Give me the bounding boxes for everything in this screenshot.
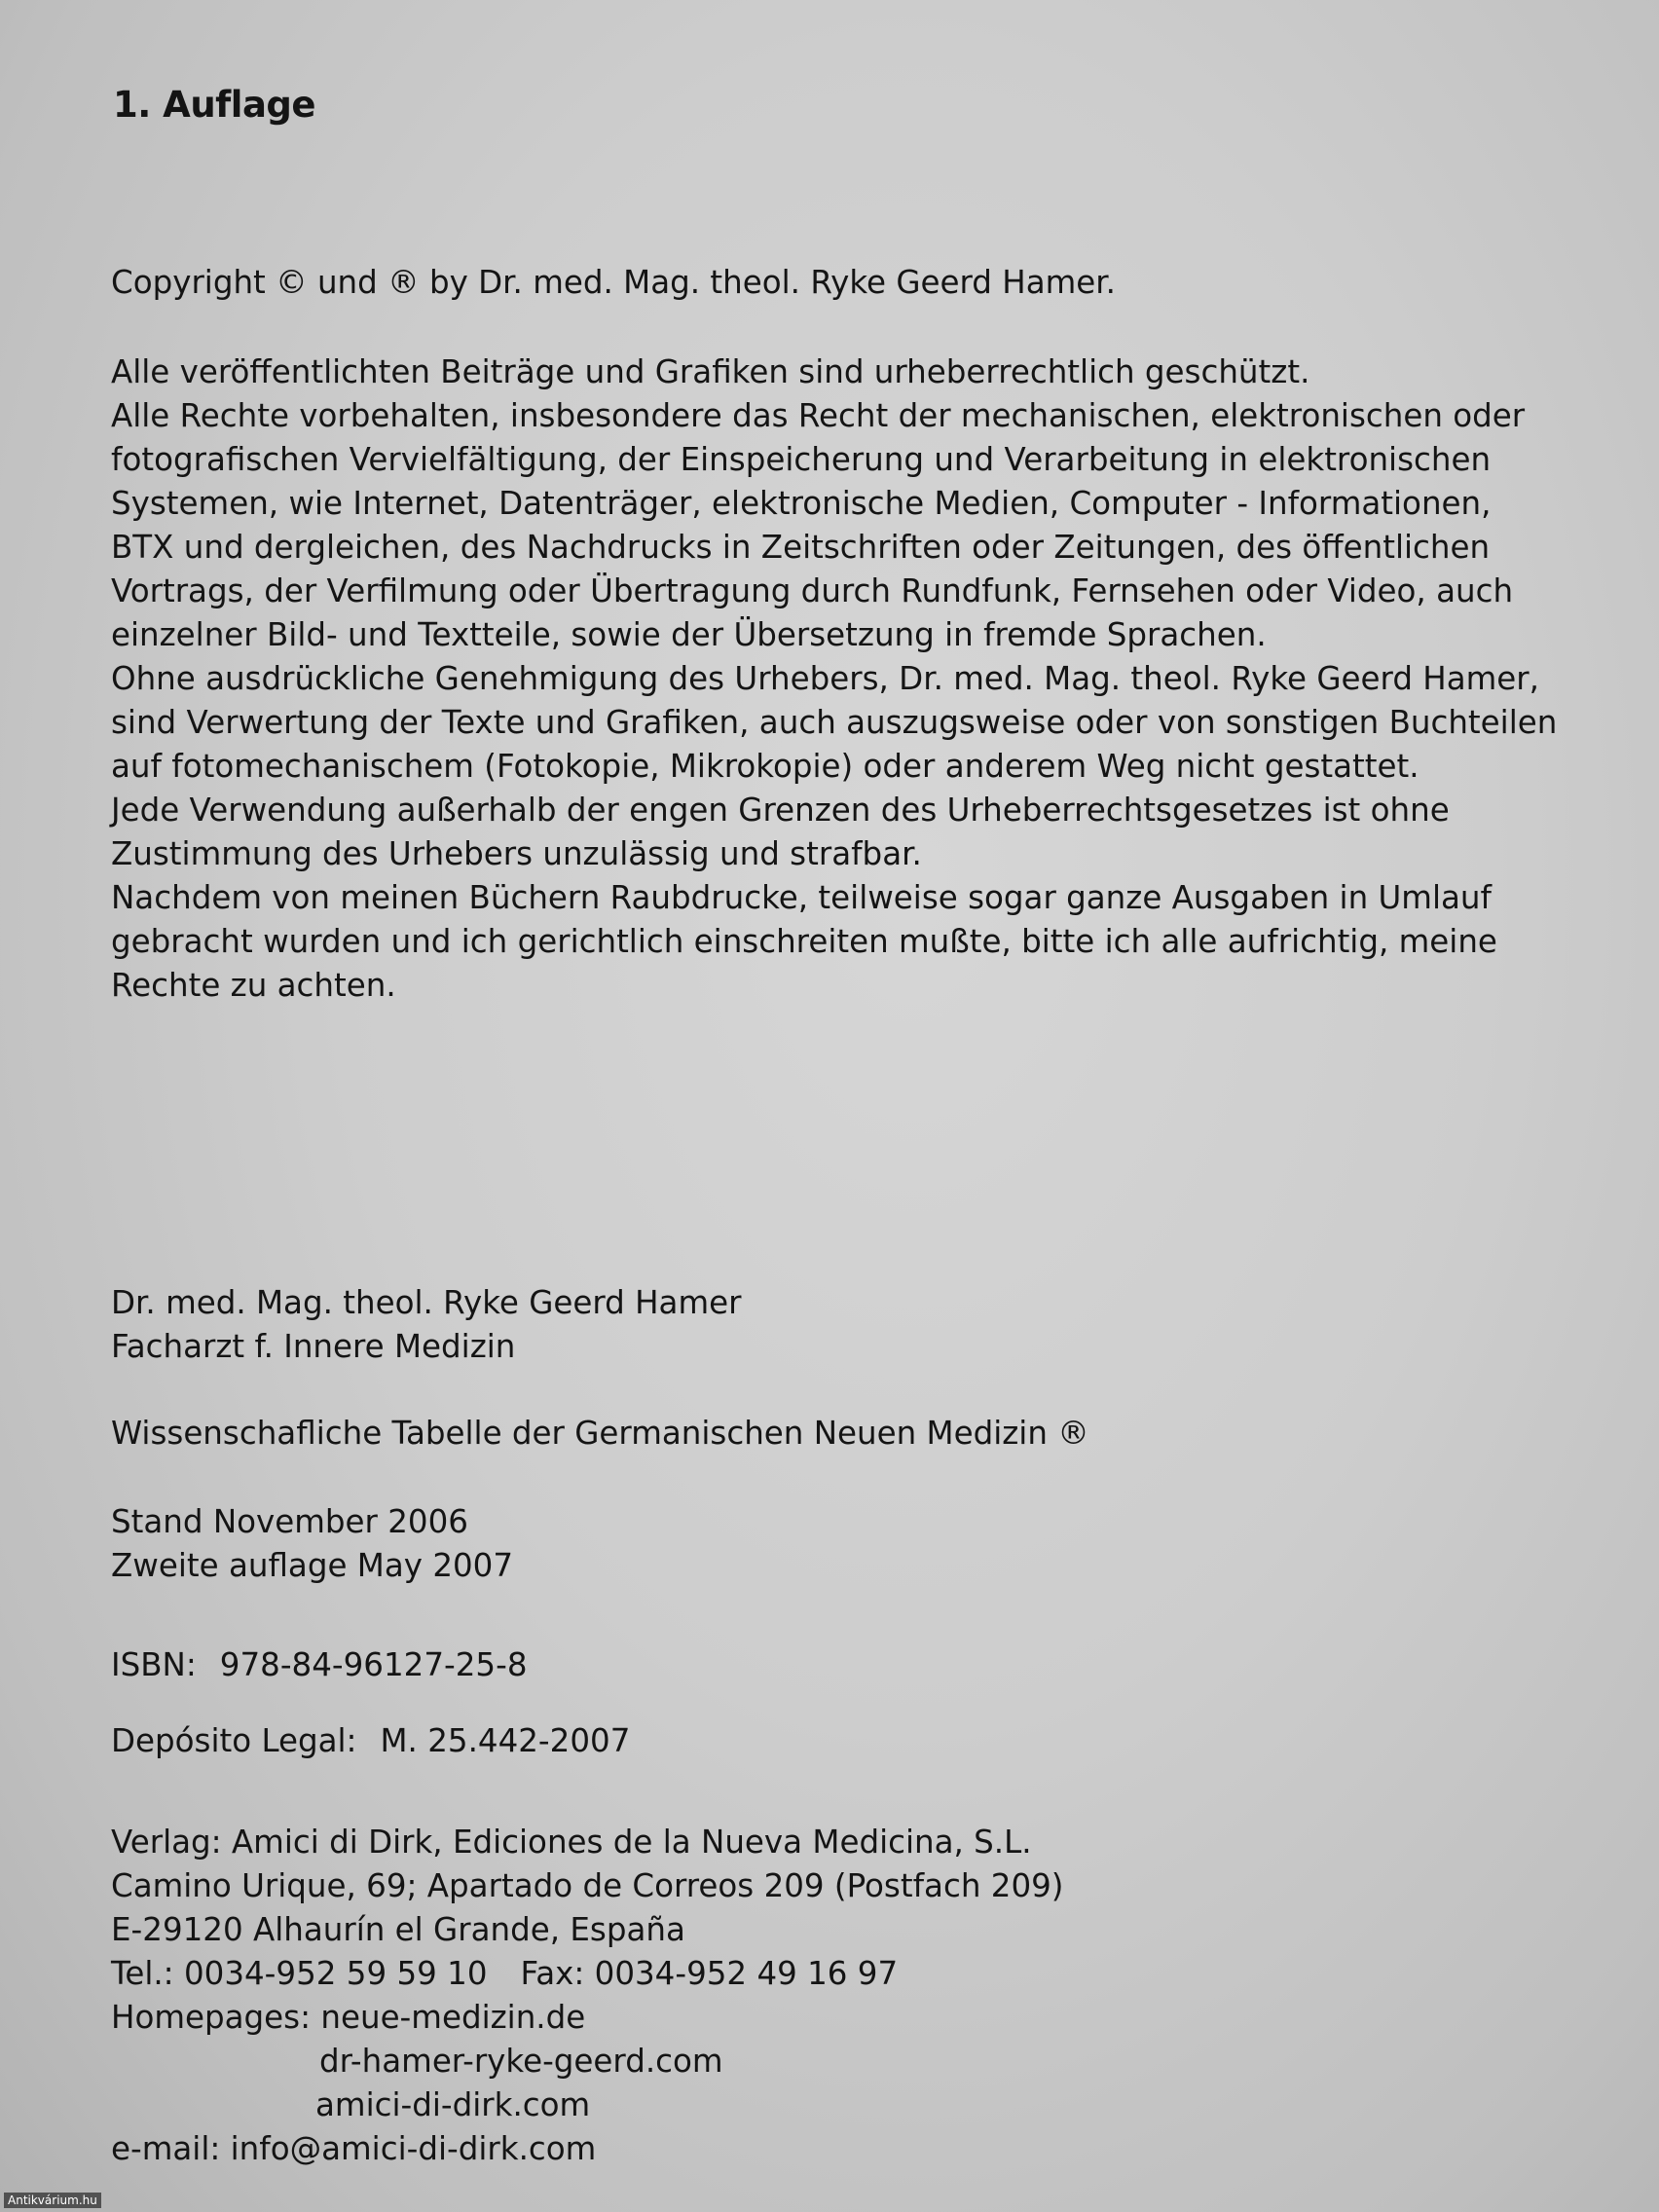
legal-line: Vortrags, der Verfilmung oder Übertragung durch Rundfunk, Fernsehen oder Video, auch [111,572,1514,609]
isbn-value: 978-84-96127-25-8 [219,1646,528,1683]
legal-line: Zustimmung des Urhebers unzulässig und strafbar. [111,835,922,872]
homepages-line [111,1996,1063,2040]
email-line [111,2127,1063,2171]
edition-block [111,1500,513,1588]
legal-line: gebracht wurden und ich gerichtlich einschreiten mußte, bitte ich alle aufrichtig, meine [111,923,1497,960]
watermark: Antikvárium.hu [4,2193,101,2208]
copyright-line: Copyright © und ® by Dr. med. Mag. theol. Ryke Geerd Hamer. [111,264,1116,301]
deposito-value: M. 25.442-2007 [380,1722,631,1759]
author-title: Facharzt f. Innere Medizin [111,1328,516,1365]
deposito-line [111,1719,630,1763]
legal-line: auf fotomechanischem (Fotokopie, Mikrokopie) oder anderem Weg nicht gestattet. [111,748,1419,785]
legal-line: BTX und dergleichen, des Nachdrucks in Zeitschriften oder Zeitungen, des öffentlichen [111,529,1491,566]
edition-stand: Stand November 2006 [111,1503,468,1540]
publisher-block [111,1821,1063,2171]
legal-line: sind Verwertung der Texte und Grafiken, auch auszugsweise oder von sonstigen Buchteilen [111,704,1558,741]
work-title: Wissenschafliche Tabelle der Germanischen Neuen Medizin ® [111,1415,1089,1452]
publisher-city: E-29120 Alhaurín el Grande, España [111,1911,685,1948]
edition-heading: 1. Auflage [113,84,315,126]
legal-line: fotografischen Vervielfältigung, der Einspeicherung und Verarbeitung in elektronischen [111,441,1492,478]
isbn-line [111,1643,528,1687]
legal-notice [111,350,1557,1008]
author-name: Dr. med. Mag. theol. Ryke Geerd Hamer [111,1284,742,1321]
legal-line: Jede Verwendung außerhalb der engen Grenzen des Urheberrechtsgesetzes ist ohne [111,792,1450,829]
legal-line: Rechte zu achten. [111,967,396,1004]
legal-line: Ohne ausdrückliche Genehmigung des Urhebers, Dr. med. Mag. theol. Ryke Geerd Hamer, [111,660,1539,697]
publisher-fax: Fax: 0034-952 49 16 97 [520,1955,899,1992]
publisher-address: Camino Urique, 69; Apartado de Correos 209 (Postfach 209) [111,1867,1064,1904]
legal-line: Alle Rechte vorbehalten, insbesondere das Recht der mechanischen, elektronischen oder [111,397,1526,434]
author-block [111,1281,742,1369]
homepages-label: Homepages: [111,1999,312,2036]
edition-second: Zweite auflage May 2007 [111,1547,514,1584]
publisher-tel: Tel.: 0034-952 59 59 10 [111,1955,488,1992]
homepages-line [111,2083,1063,2127]
deposito-label: Depósito Legal: [111,1722,357,1759]
homepage-link[interactable]: neue-medizin.de [320,1999,586,2036]
legal-line: Alle veröffentlichten Beiträge und Grafiken sind urheberrechtlich geschützt. [111,353,1310,390]
legal-line: einzelner Bild- und Textteile, sowie der Übersetzung in fremde Sprachen. [111,616,1267,653]
homepages-line [111,2040,1063,2083]
publisher-phone-line [111,1952,1063,1996]
homepage-link[interactable]: amici-di-dirk.com [315,2086,591,2123]
legal-line: Systemen, wie Internet, Datenträger, elektronische Medien, Computer - Informationen, [111,485,1492,522]
email-label: e-mail: [111,2130,221,2167]
publisher-name: Verlag: Amici di Dirk, Ediciones de la Nueva Medicina, S.L. [111,1824,1032,1861]
legal-line: Nachdem von meinen Büchern Raubdrucke, teilweise sogar ganze Ausgaben in Umlauf [111,879,1492,916]
homepage-link[interactable]: dr-hamer-ryke-geerd.com [319,2043,723,2080]
isbn-label: ISBN: [111,1646,197,1683]
email-link[interactable]: info@amici-di-dirk.com [230,2130,597,2167]
